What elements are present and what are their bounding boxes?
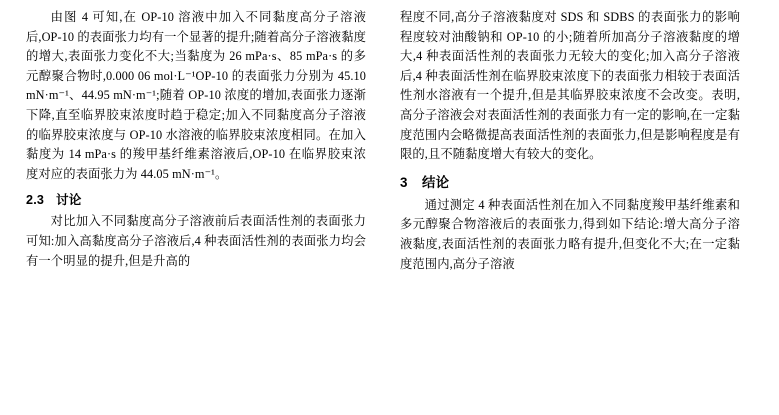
- left-paragraph-2: 对比加入不同黏度高分子溶液前后表面活性剂的表面张力可知:加入高黏度高分子溶液后,4 种表面活性剂的表面张力均会有一个明显的提升,但是升高的: [26, 214, 366, 268]
- section-number: 2.3: [26, 193, 45, 208]
- section-heading-2-3: [26, 191, 366, 209]
- section-title: 结论: [422, 174, 450, 190]
- section-number: 3: [400, 174, 408, 190]
- section-heading-3: [400, 174, 740, 192]
- right-paragraph-2: 通过测定 4 种表面活性剂在加入不同黏度羧甲基纤维素和多元醇聚合物溶液后的表面张力,得到如下结论:增大高分子溶液黏度,表面活性剂的表面张力略有提升,但变化不大;在一定黏度范围内,高分子溶液: [400, 197, 740, 271]
- section-title: 讨论: [56, 193, 82, 208]
- right-column: [400, 8, 740, 407]
- left-paragraph-1: 由图 4 可知,在 OP-10 溶液中加入不同黏度高分子溶液后,OP-10 的表面张力均有一个显著的提升;随着高分子溶液黏度的增大,表面张力变化不大;当黏度为 26 mPa·s、85 mPa·s 的多元醇聚合物时,0.000 06 mol·L⁻¹OP-10 的表面张力分别为 45.10 mN·m⁻¹、44.95 mN·m⁻¹;随着 OP-10 浓度的增加,表面张力逐渐下降,直至临界胶束浓度时趋于稳定;加入不同黏度高分子溶液的临界胶束浓度与 OP-10 水溶液的临界胶束浓度相同。在加入黏度为 14 mPa·s 的羧甲基纤维素溶液后,OP-10 在临界胶束浓度对应的表面张力为 44.05 mN·m⁻¹。: [26, 10, 367, 181]
- left-column: [26, 8, 366, 407]
- right-paragraph-1: 程度不同,高分子溶液黏度对 SDS 和 SDBS 的表面张力的影响程度较对油酸钠和 OP-10 的小;随着所加高分子溶液黏度的增大,4 种表面活性剂的表面张力无较大的变化;加入高分子溶液后,4 种表面活性剂在临界胶束浓度下的表面张力相较于表面活性剂水溶液有一个提升,但是其临界胶束浓度不会改变。表明,高分子溶液会对表面活性剂的表面张力有一定的影响,在一定黏度范围内会略微提高表面活性剂的表面张力,但是影响程度是有限的,且不随黏度增大有较大的变化。: [400, 10, 740, 162]
